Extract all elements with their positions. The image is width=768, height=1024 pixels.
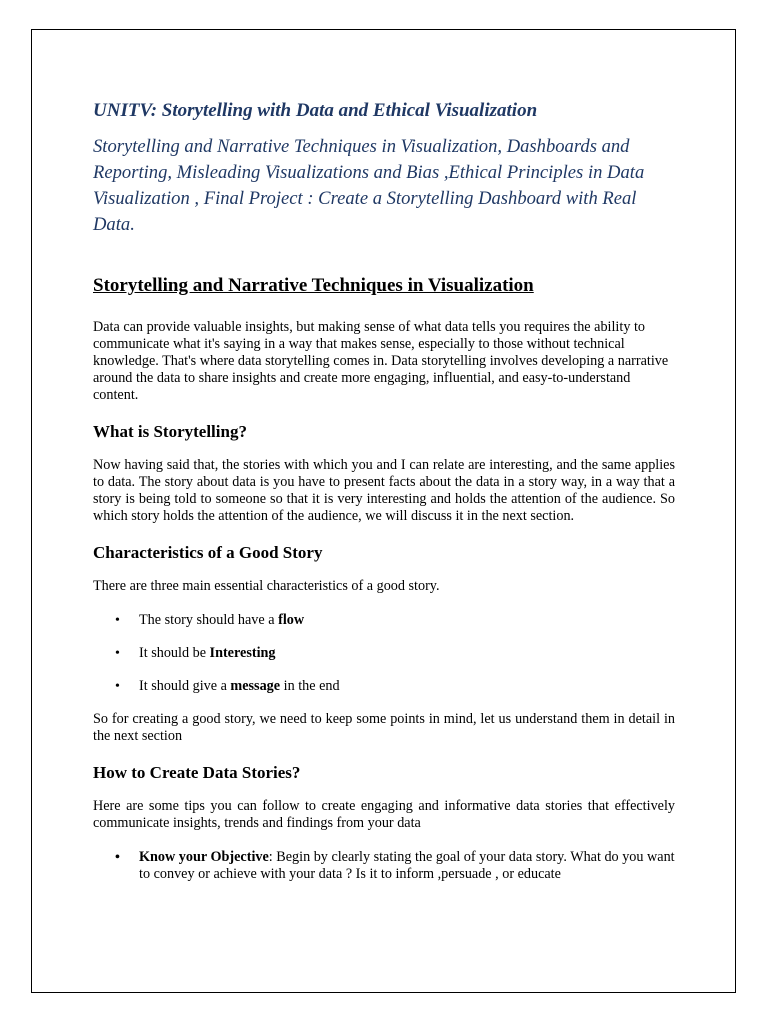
what-is-storytelling-heading: What is Storytelling? — [93, 422, 247, 441]
unit-title: UNITV: Storytelling with Data and Ethical Visualization — [93, 100, 538, 121]
bullet-bold-text: flow — [278, 612, 305, 628]
bullet-icon: • — [115, 613, 120, 628]
bullet-text: It should give a — [139, 678, 231, 694]
list-item — [93, 849, 675, 883]
how-to-create-heading: How to Create Data Stories? — [93, 763, 301, 782]
list-item — [93, 645, 675, 662]
how-to-list — [93, 849, 675, 883]
list-item — [93, 612, 675, 629]
unit-subtitle: Storytelling and Narrative Techniques in Visualization, Dashboards and Reporting, Misleading Visualizations and Bias ,Ethical Principles in Data Visualization , Final Project : Create a Storytelling Dashboard with Real Data. — [93, 136, 645, 235]
bullet-icon: • — [115, 850, 120, 865]
bullet-bold-text: message — [230, 678, 281, 694]
bullet-icon: • — [115, 646, 120, 661]
characteristics-outro: So for creating a good story, we need to keep some points in mind, let us understand them in detail in the next section — [93, 711, 675, 744]
bullet-text: It should be — [139, 645, 210, 661]
bullet-icon: • — [115, 679, 120, 694]
bullet-bold-text: Know your Objective — [139, 849, 269, 865]
document-content — [93, 98, 675, 883]
characteristics-heading: Characteristics of a Good Story — [93, 543, 323, 562]
bullet-bold-text: Interesting — [209, 645, 276, 661]
characteristics-intro: There are three main essential characteristics of a good story. — [93, 578, 440, 594]
bullet-text: in the end — [280, 678, 340, 694]
what-is-storytelling-paragraph: Now having said that, the stories with which you and I can relate are interesting, and the same applies to data. The story about data is you have to present facts about the data in a story way, in a way that a story is being told to someone so that it is very interesting and holds the attention of the audience. So which story holds the attention of the audience, we will discuss it in the next section. — [93, 457, 675, 524]
section-title: Storytelling and Narrative Techniques in Visualization — [93, 275, 534, 296]
intro-paragraph: Data can provide valuable insights, but making sense of what data tells you requires the ability to communicate what it's saying in a way that makes sense, especially to those without technical knowledge. That's where data storytelling comes in. Data storytelling involves developing a narrative around the data to share insights and create more engaging, influential, and easy-to-understand content. — [93, 319, 669, 403]
characteristics-list — [93, 612, 675, 695]
list-item — [93, 678, 675, 695]
bullet-text: The story should have a — [139, 612, 279, 628]
how-to-create-intro: Here are some tips you can follow to create engaging and informative data stories that effectively communicate insights, trends and findings from your data — [93, 798, 675, 831]
bullet-text: : Begin by clearly stating the goal of your data story. What do you want to convey or achieve with your data ? Is it to inform ,persuade , or educate — [139, 849, 675, 882]
